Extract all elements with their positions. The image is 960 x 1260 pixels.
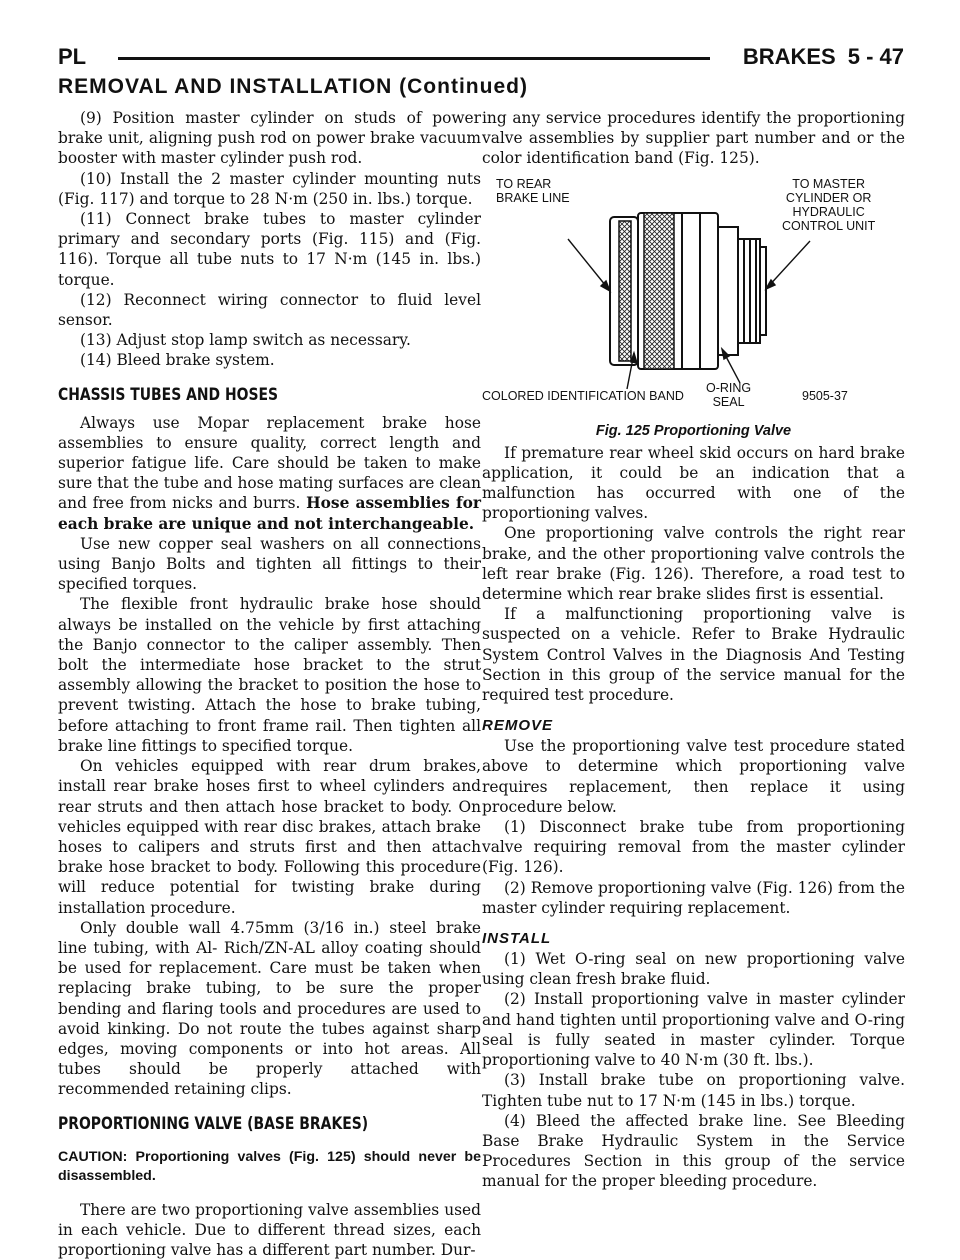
label-to-master-cylinder: TO MASTER CYLINDER OR HYDRAULIC CONTROL UNIT <box>782 176 876 233</box>
heading-install: INSTALL <box>482 930 552 948</box>
paragraph-hose-bold: Hose assemblies for each brake are unique and not interchangeable. <box>58 494 481 533</box>
paragraph-premature-skid: If premature rear wheel skid occurs on hard brake application, it could be an indication that a malfunction has occurred with one of the proportioning valves. <box>482 443 905 523</box>
header-section-code: PL <box>58 44 87 69</box>
figure-code: 9505-37 <box>802 388 848 403</box>
label-o-ring-seal: O-RING SEAL <box>706 380 752 409</box>
valve-body <box>610 213 766 369</box>
paragraph-brake-line-tubing: Only double wall 4.75mm (3/16 in.) steel brake line tubing, with Al- Rich/ZN-AL alloy coating should be used for replacement. Care must be taken when replacing brake tubing, to be sure the proper bending and flaring tools and procedures are used to avoid kinking. Do not route the tubes against sharp edges, moving components or into hot areas. All tubes should be properly attached with recommended retaining clips. <box>58 918 481 1099</box>
figure-proportioning-valve <box>482 169 905 419</box>
page-number: 5 - 47 <box>847 44 904 69</box>
label-to-rear-brake-line: TO REAR BRAKE LINE <box>496 176 570 205</box>
paragraph-hose-text: Always use Mopar replacement brake hose assemblies to ensure quality, correct length and superior fatigue life. Care should be taken to make sure that the tube and hose mating surfaces are clean and free from nicks and burrs. <box>58 413 481 513</box>
caution-note: CAUTION: Proportioning valves (Fig. 125) should never be disassembled. <box>58 1148 481 1184</box>
paragraph-rear-brakes: On vehicles equipped with rear drum brakes, install rear brake hoses first to wheel cylinders and rear struts and then attach hose bracket to body. On vehicles equipped with rear disc brakes, attach brake hoses to calipers and struts first and then attach brake hose bracket to body. Following this procedure will reduce potential for twisting brake during installation procedure. <box>58 757 481 917</box>
remove-step-2: (2) Remove proportioning valve (Fig. 126) from the master cylinder requiring replacement. <box>482 878 905 917</box>
header-title: BRAKES <box>742 44 836 69</box>
header-rule <box>118 57 710 60</box>
left-column <box>58 108 481 1260</box>
heading-proportioning-valve: PROPORTIONING VALVE (BASE BRAKES) <box>58 1113 369 1134</box>
paragraph-one-valve-controls: One proportioning valve controls the right rear brake, and the other proportioning valve controls the left rear brake (Fig. 126). Therefore, a road test to determine which rear brake slides first is essential. <box>482 524 905 604</box>
paragraph-copper-washers: Use new copper seal washers on all connections using Banjo Bolts and tighten all fittings to their specified torques. <box>58 534 481 594</box>
paragraph-identify-valves: ing any service procedures identify the proportioning valve assemblies by supplier part number and or the color identification band (Fig. 125). <box>482 109 905 168</box>
install-step-2: (2) Install proportioning valve in master cylinder and hand tighten until proportioning valve and O-ring seal is fully seated in master cylinder. Torque proportioning valve to 40 N·m (30 ft. lbs.). <box>482 990 905 1070</box>
heading-chassis-tubes: CHASSIS TUBES AND HOSES <box>58 384 279 405</box>
right-column <box>482 108 905 1192</box>
paragraph-front-hose: The flexible front hydraulic brake hose should always be installed on the vehicle by first attaching the Banjo connector to the caliper assembly. Then bolt the intermediate hose bracket to the strut assembly allowing the bracket to position the hose to prevent twisting. Attach the hose to brake tubing, before attaching to front frame rail. Then tighten all brake line fittings to specified torque. <box>58 595 481 755</box>
step-14: (14) Bleed brake system. <box>80 351 275 370</box>
step-10: (10) Install the 2 master cylinder mounting nuts (Fig. 117) and torque to 28 N·m (250 in. lbs.) torque. <box>58 169 481 208</box>
step-11: (11) Connect brake tubes to master cylinder primary and secondary ports (Fig. 115) and (Fig. 116). Torque all tube nuts to 17 N·m (145 in. lbs.) torque. <box>58 210 481 289</box>
label-colored-band: COLORED IDENTIFICATION BAND <box>482 388 684 403</box>
paragraph-remove-intro: Use the proportioning valve test procedure stated above to determine which proportioning valve requires replacement, then replace it using procedure below. <box>482 737 905 816</box>
install-step-3: (3) Install brake tube on proportioning valve. Tighten tube nut to 17 N·m (145 in lbs.) torque. <box>482 1071 905 1110</box>
install-step-1: (1) Wet O-ring seal on new proportioning valve using clean fresh brake fluid. <box>482 950 905 989</box>
paragraph-two-valves: There are two proportioning valve assemblies used in each vehicle. Due to different thread sizes, each proportioning valve has a different part number. Dur- <box>58 1200 481 1259</box>
section-title: REMOVAL AND INSTALLATION (Continued) <box>58 75 528 98</box>
paragraph-malfunction: If a malfunctioning proportioning valve is suspected on a vehicle. Refer to Brake Hydraulic System Control Valves in the Diagnosis And Testing Section in this group of the service manual for the required test procedure. <box>482 605 905 705</box>
heading-remove: REMOVE <box>482 717 554 735</box>
paragraph-hose-assemblies <box>58 413 481 534</box>
step-9: (9) Position master cylinder on studs of power brake unit, aligning push rod on power brake vacuum booster with master cylinder push rod. <box>58 109 481 168</box>
remove-step-1: (1) Disconnect brake tube from proportioning valve requiring removal from the master cylinder (Fig. 126). <box>482 818 905 877</box>
install-step-4: (4) Bleed the affected brake line. See Bleeding Base Brake Hydraulic System in the Service Procedures Section in this group of the service manual for the proper bleeding procedure. <box>482 1111 905 1191</box>
step-13: (13) Adjust stop lamp switch as necessary. <box>80 331 411 350</box>
header-title-page <box>743 44 904 70</box>
step-12: (12) Reconnect wiring connector to fluid level sensor. <box>58 290 481 330</box>
figure-caption: Fig. 125 Proportioning Valve <box>595 422 792 439</box>
